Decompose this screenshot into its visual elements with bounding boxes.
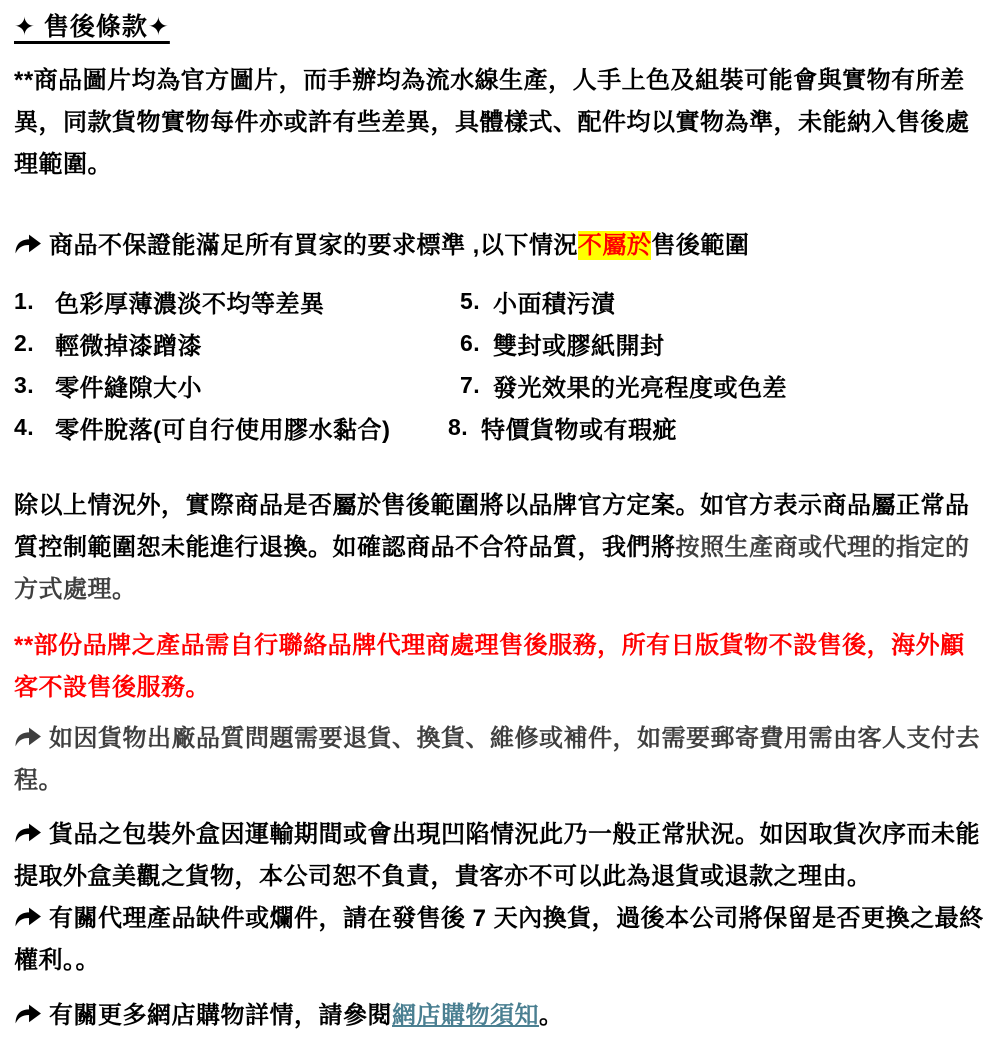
item-text: 雙封或膠紙開封 [493, 332, 665, 360]
point-text: 有關代理產品缺件或爛件，請在發售後 7 天內換貨，過後本公司將保留是否更換之最終權利。。 [14, 905, 984, 974]
point-paragraph-packaging [14, 814, 988, 898]
list-item [460, 280, 988, 322]
list-item [460, 364, 988, 406]
more-info-paragraph [14, 995, 988, 1037]
more-info-text-after: 。 [539, 1002, 564, 1029]
item-number: 1. [14, 287, 35, 314]
list-item [14, 364, 460, 406]
page-title: ✦ 售後條款✦ [14, 13, 170, 41]
exclusion-list-left [14, 280, 460, 448]
list-item [448, 406, 988, 448]
right-arrow-icon [14, 906, 42, 928]
list-item [460, 322, 988, 364]
intro-paragraph: **商品圖片均為官方圖片，而手辦均為流水線生產，人手上色及組裝可能會與實物有所差異，同款貨物實物每件亦或許有些差異，具體樣式、配件均以實物為準，未能納入售後處理範圍。 [14, 67, 970, 178]
item-number: 4. [14, 413, 35, 440]
exclusion-list-right [448, 280, 988, 448]
item-text: 零件縫隙大小 [55, 374, 202, 402]
list-item [14, 406, 460, 448]
item-text: 零件脫落(可自行使用膠水黏合) [55, 416, 391, 444]
point-text: 貨品之包裝外盒因運輸期間或會出現凹陷情況此乃一般正常狀況。如因取貨次序而未能提取外盒美觀之貨物，本公司恕不負責，貴客亦不可以此為退貨或退款之理由。 [14, 821, 980, 890]
item-text: 發光效果的光亮程度或色差 [493, 374, 787, 402]
point-paragraph-returns [14, 718, 988, 802]
highlight-not-covered: 不屬於 [577, 232, 652, 259]
notice-text-after: 售後範圍 [651, 232, 750, 259]
policy-paragraph [14, 485, 988, 611]
shop-guide-link[interactable]: 網店購物須知 [392, 1002, 539, 1029]
right-arrow-icon [14, 1003, 42, 1025]
notice-paragraph [14, 225, 988, 267]
exclusion-list [14, 280, 988, 448]
item-text: 小面積污漬 [493, 290, 616, 318]
item-number: 2. [14, 329, 35, 356]
item-number: 7. [460, 371, 481, 398]
item-text: 色彩厚薄濃淡不均等差異 [55, 290, 325, 318]
right-arrow-icon [14, 233, 42, 255]
notice-text-before: 商品不保證能滿足所有買家的要求標準 ,以下情況 [49, 232, 578, 259]
right-arrow-icon [14, 726, 42, 748]
item-text: 特價貨物或有瑕疵 [481, 416, 677, 444]
policy-text-gray: 按照生產商或代理的指定的方式處理。 [14, 534, 970, 603]
item-number: 6. [460, 329, 481, 356]
right-arrow-icon [14, 822, 42, 844]
point-text: 如因貨物出廠品質問題需要退貨、換貨、維修或補件，如需要郵寄費用需由客人支付去程。 [14, 725, 980, 794]
item-number: 3. [14, 371, 35, 398]
item-number: 5. [460, 287, 481, 314]
item-number: 8. [448, 413, 469, 440]
point-paragraph-exchange [14, 898, 988, 982]
list-item [14, 322, 460, 364]
policy-text-black: 除以上情況外，實際商品是否屬於售後範圍將以品牌官方定案。如官方表示商品屬正常品質控制範圍恕未能進行退換。如確認商品不合符品質，我們將 [14, 492, 970, 561]
item-text: 輕微掉漆蹭漆 [55, 332, 202, 360]
list-item [14, 280, 460, 322]
red-note-paragraph: **部份品牌之產品需自行聯絡品牌代理商處理售後服務，所有日版貨物不設售後，海外顧客不設售後服務。 [14, 632, 965, 701]
more-info-text-before: 有關更多網店購物詳情，請參閱 [49, 1002, 392, 1029]
